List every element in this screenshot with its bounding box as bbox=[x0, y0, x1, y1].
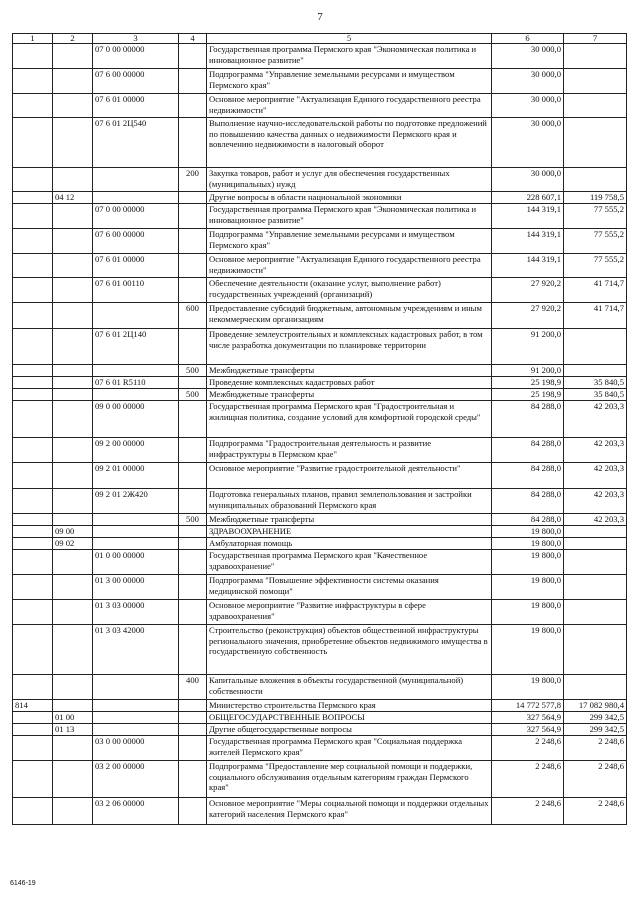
cell-target-code: 07 6 00 00000 bbox=[93, 229, 179, 254]
cell-section-code bbox=[53, 675, 93, 700]
cell-amount-year1: 30 000,0 bbox=[492, 44, 564, 69]
cell-section-code: 01 00 bbox=[53, 712, 93, 724]
cell-section-code bbox=[53, 69, 93, 94]
table-row bbox=[13, 204, 627, 229]
cell-expense-type bbox=[179, 625, 207, 675]
cell-amount-year2: 42 203,3 bbox=[564, 438, 627, 463]
table-row bbox=[13, 329, 627, 365]
cell-ved-code bbox=[13, 204, 53, 229]
table-row bbox=[13, 575, 627, 600]
cell-target-code bbox=[93, 168, 179, 192]
cell-expense-type bbox=[179, 798, 207, 825]
cell-amount-year1: 84 288,0 bbox=[492, 463, 564, 489]
table-row bbox=[13, 700, 627, 712]
cell-section-code: 04 12 bbox=[53, 192, 93, 204]
cell-ved-code bbox=[13, 489, 53, 514]
cell-description: Другие общегосударственные вопросы bbox=[207, 724, 492, 736]
header-row bbox=[13, 34, 627, 44]
cell-target-code bbox=[93, 700, 179, 712]
cell-target-code bbox=[93, 526, 179, 538]
cell-expense-type bbox=[179, 94, 207, 118]
cell-description: Межбюджетные трансферты bbox=[207, 365, 492, 377]
cell-ved-code bbox=[13, 229, 53, 254]
cell-ved-code bbox=[13, 192, 53, 204]
cell-target-code: 07 0 00 00000 bbox=[93, 44, 179, 69]
cell-target-code: 07 6 01 2Ц540 bbox=[93, 118, 179, 168]
table-row bbox=[13, 514, 627, 526]
cell-section-code bbox=[53, 625, 93, 675]
cell-expense-type bbox=[179, 538, 207, 550]
cell-amount-year2: 42 203,3 bbox=[564, 489, 627, 514]
cell-amount-year2: 77 555,2 bbox=[564, 204, 627, 229]
cell-description: Другие вопросы в области национальной экономики bbox=[207, 192, 492, 204]
cell-expense-type bbox=[179, 736, 207, 761]
cell-description: Подпрограмма "Управление земельными ресурсами и имуществом Пермского края" bbox=[207, 229, 492, 254]
cell-section-code bbox=[53, 700, 93, 712]
table-row bbox=[13, 365, 627, 377]
cell-ved-code bbox=[13, 463, 53, 489]
cell-ved-code bbox=[13, 329, 53, 365]
cell-target-code: 07 6 00 00000 bbox=[93, 69, 179, 94]
cell-ved-code bbox=[13, 526, 53, 538]
table-row bbox=[13, 438, 627, 463]
cell-section-code bbox=[53, 118, 93, 168]
cell-amount-year2 bbox=[564, 69, 627, 94]
cell-expense-type bbox=[179, 600, 207, 625]
table-row bbox=[13, 401, 627, 438]
cell-amount-year2 bbox=[564, 575, 627, 600]
cell-target-code bbox=[93, 514, 179, 526]
cell-expense-type bbox=[179, 550, 207, 575]
cell-amount-year1: 84 288,0 bbox=[492, 489, 564, 514]
cell-amount-year1: 2 248,6 bbox=[492, 798, 564, 825]
cell-ved-code bbox=[13, 377, 53, 389]
cell-amount-year1: 144 319,1 bbox=[492, 204, 564, 229]
cell-ved-code bbox=[13, 538, 53, 550]
cell-section-code bbox=[53, 514, 93, 526]
cell-amount-year1: 27 920,2 bbox=[492, 278, 564, 303]
table-row bbox=[13, 526, 627, 538]
cell-amount-year2 bbox=[564, 365, 627, 377]
table-row bbox=[13, 44, 627, 69]
cell-ved-code bbox=[13, 303, 53, 329]
table-row bbox=[13, 463, 627, 489]
cell-target-code: 09 0 00 00000 bbox=[93, 401, 179, 438]
cell-ved-code bbox=[13, 69, 53, 94]
cell-description: Государственная программа Пермского края "Качественное здравоохранение" bbox=[207, 550, 492, 575]
cell-amount-year2 bbox=[564, 550, 627, 575]
cell-amount-year1: 19 800,0 bbox=[492, 625, 564, 675]
cell-amount-year2 bbox=[564, 94, 627, 118]
budget-table bbox=[12, 33, 627, 825]
cell-amount-year1: 19 800,0 bbox=[492, 575, 564, 600]
cell-ved-code bbox=[13, 514, 53, 526]
table-row bbox=[13, 489, 627, 514]
cell-expense-type bbox=[179, 526, 207, 538]
cell-amount-year2: 42 203,3 bbox=[564, 514, 627, 526]
cell-description: Закупка товаров, работ и услуг для обеспечения государственных (муниципальных) нужд bbox=[207, 168, 492, 192]
cell-amount-year2 bbox=[564, 625, 627, 675]
column-header: 3 bbox=[93, 34, 179, 44]
cell-ved-code bbox=[13, 712, 53, 724]
cell-description: Обеспечение деятельности (оказание услуг, выполнение работ) государственных учреждений (организаций) bbox=[207, 278, 492, 303]
cell-section-code bbox=[53, 550, 93, 575]
cell-ved-code bbox=[13, 278, 53, 303]
cell-amount-year2 bbox=[564, 675, 627, 700]
cell-description: Основное мероприятие "Актуализация Единого государственного реестра недвижимости" bbox=[207, 254, 492, 278]
cell-description: Проведение землеустроительных и комплексных кадастровых работ, в том числе разработка документации по планировке территории bbox=[207, 329, 492, 365]
cell-target-code: 07 6 01 2Ц140 bbox=[93, 329, 179, 365]
table-row bbox=[13, 377, 627, 389]
cell-target-code: 07 6 01 00000 bbox=[93, 94, 179, 118]
cell-amount-year1: 14 772 577,8 bbox=[492, 700, 564, 712]
cell-expense-type bbox=[179, 438, 207, 463]
cell-amount-year2: 41 714,7 bbox=[564, 303, 627, 329]
cell-ved-code bbox=[13, 798, 53, 825]
cell-amount-year1: 19 800,0 bbox=[492, 675, 564, 700]
cell-amount-year1: 91 200,0 bbox=[492, 365, 564, 377]
cell-description: Подпрограмма "Предоставление мер социальной помощи и поддержки, социального обслуживания отдельным категориям граждан Пермского края" bbox=[207, 761, 492, 798]
cell-description: Основное мероприятие "Развитие градостроительной деятельности" bbox=[207, 463, 492, 489]
cell-target-code bbox=[93, 538, 179, 550]
table-row bbox=[13, 229, 627, 254]
cell-amount-year2 bbox=[564, 168, 627, 192]
cell-ved-code bbox=[13, 44, 53, 69]
table-row bbox=[13, 798, 627, 825]
cell-description: Основное мероприятие "Актуализация Единого государственного реестра недвижимости" bbox=[207, 94, 492, 118]
cell-amount-year2: 77 555,2 bbox=[564, 254, 627, 278]
cell-target-code bbox=[93, 389, 179, 401]
cell-section-code bbox=[53, 329, 93, 365]
cell-amount-year1: 327 564,9 bbox=[492, 724, 564, 736]
cell-description: Строительство (реконструкция) объектов общественной инфраструктуры регионального значения, приобретение объектов недвижимого имущества в государственную собственность bbox=[207, 625, 492, 675]
cell-amount-year1: 144 319,1 bbox=[492, 229, 564, 254]
cell-expense-type bbox=[179, 278, 207, 303]
table-row bbox=[13, 278, 627, 303]
cell-target-code: 03 2 06 00000 bbox=[93, 798, 179, 825]
column-header: 6 bbox=[492, 34, 564, 44]
cell-target-code bbox=[93, 712, 179, 724]
cell-amount-year1: 19 800,0 bbox=[492, 600, 564, 625]
cell-ved-code bbox=[13, 625, 53, 675]
cell-amount-year2: 42 203,3 bbox=[564, 401, 627, 438]
cell-ved-code bbox=[13, 761, 53, 798]
cell-section-code bbox=[53, 761, 93, 798]
cell-expense-type: 400 bbox=[179, 675, 207, 700]
cell-description: Межбюджетные трансферты bbox=[207, 389, 492, 401]
cell-target-code: 01 0 00 00000 bbox=[93, 550, 179, 575]
cell-section-code bbox=[53, 389, 93, 401]
cell-section-code bbox=[53, 463, 93, 489]
cell-expense-type bbox=[179, 254, 207, 278]
cell-description: Амбулаторная помощь bbox=[207, 538, 492, 550]
cell-target-code: 01 3 03 42000 bbox=[93, 625, 179, 675]
cell-section-code bbox=[53, 377, 93, 389]
cell-target-code bbox=[93, 365, 179, 377]
cell-description: Проведение комплексных кадастровых работ bbox=[207, 377, 492, 389]
cell-expense-type: 500 bbox=[179, 365, 207, 377]
cell-section-code bbox=[53, 736, 93, 761]
column-header: 4 bbox=[179, 34, 207, 44]
cell-expense-type bbox=[179, 575, 207, 600]
cell-amount-year2: 35 840,5 bbox=[564, 377, 627, 389]
cell-ved-code bbox=[13, 365, 53, 377]
cell-section-code bbox=[53, 168, 93, 192]
cell-section-code bbox=[53, 600, 93, 625]
cell-ved-code bbox=[13, 254, 53, 278]
cell-ved-code bbox=[13, 736, 53, 761]
cell-section-code bbox=[53, 303, 93, 329]
cell-expense-type: 200 bbox=[179, 168, 207, 192]
cell-section-code bbox=[53, 254, 93, 278]
footer-code: 6146-19 bbox=[10, 880, 36, 887]
cell-ved-code: 814 bbox=[13, 700, 53, 712]
cell-section-code bbox=[53, 438, 93, 463]
cell-section-code bbox=[53, 575, 93, 600]
cell-description: Государственная программа Пермского края "Экономическая политика и инновационное развитие" bbox=[207, 204, 492, 229]
cell-ved-code bbox=[13, 168, 53, 192]
cell-amount-year1: 30 000,0 bbox=[492, 118, 564, 168]
cell-amount-year2: 35 840,5 bbox=[564, 389, 627, 401]
cell-description: Подпрограмма "Повышение эффективности системы оказания медицинской помощи" bbox=[207, 575, 492, 600]
cell-ved-code bbox=[13, 401, 53, 438]
table-row bbox=[13, 675, 627, 700]
cell-expense-type bbox=[179, 712, 207, 724]
cell-target-code: 01 3 03 00000 bbox=[93, 600, 179, 625]
cell-target-code: 09 2 00 00000 bbox=[93, 438, 179, 463]
cell-section-code bbox=[53, 278, 93, 303]
cell-amount-year1: 30 000,0 bbox=[492, 69, 564, 94]
cell-description: ОБЩЕГОСУДАРСТВЕННЫЕ ВОПРОСЫ bbox=[207, 712, 492, 724]
cell-amount-year1: 25 198,9 bbox=[492, 377, 564, 389]
cell-amount-year2: 41 714,7 bbox=[564, 278, 627, 303]
cell-amount-year2: 42 203,3 bbox=[564, 463, 627, 489]
cell-expense-type bbox=[179, 329, 207, 365]
cell-ved-code bbox=[13, 118, 53, 168]
table-row bbox=[13, 94, 627, 118]
cell-expense-type bbox=[179, 192, 207, 204]
table-row bbox=[13, 389, 627, 401]
table-row bbox=[13, 625, 627, 675]
cell-section-code bbox=[53, 365, 93, 377]
cell-ved-code bbox=[13, 438, 53, 463]
cell-section-code bbox=[53, 204, 93, 229]
cell-description: Подпрограмма "Градостроительная деятельность и развитие инфраструктуры в Пермском крае" bbox=[207, 438, 492, 463]
cell-expense-type: 500 bbox=[179, 514, 207, 526]
column-header: 2 bbox=[53, 34, 93, 44]
cell-amount-year1: 84 288,0 bbox=[492, 514, 564, 526]
cell-expense-type bbox=[179, 204, 207, 229]
cell-amount-year1: 25 198,9 bbox=[492, 389, 564, 401]
cell-ved-code bbox=[13, 724, 53, 736]
cell-section-code bbox=[53, 94, 93, 118]
cell-section-code: 09 00 bbox=[53, 526, 93, 538]
table-row bbox=[13, 168, 627, 192]
cell-description: Выполнение научно-исследовательской работы по подготовке предложений по повышению качества данных о недвижимости Пермского края и вовлечению недвижимости в налоговый оборот bbox=[207, 118, 492, 168]
cell-amount-year1: 91 200,0 bbox=[492, 329, 564, 365]
cell-expense-type bbox=[179, 700, 207, 712]
table-row bbox=[13, 724, 627, 736]
table-row bbox=[13, 303, 627, 329]
table-row bbox=[13, 712, 627, 724]
cell-section-code bbox=[53, 489, 93, 514]
cell-amount-year2 bbox=[564, 44, 627, 69]
cell-ved-code bbox=[13, 550, 53, 575]
cell-amount-year1: 19 800,0 bbox=[492, 526, 564, 538]
cell-description: Межбюджетные трансферты bbox=[207, 514, 492, 526]
cell-description: Основное мероприятие "Меры социальной помощи и поддержки отдельных категорий населения Пермского края" bbox=[207, 798, 492, 825]
column-header: 7 bbox=[564, 34, 627, 44]
cell-amount-year1: 27 920,2 bbox=[492, 303, 564, 329]
cell-section-code: 09 02 bbox=[53, 538, 93, 550]
cell-amount-year2: 17 082 980,4 bbox=[564, 700, 627, 712]
cell-target-code: 09 2 01 2Ж420 bbox=[93, 489, 179, 514]
table-row bbox=[13, 736, 627, 761]
cell-description: ЗДРАВООХРАНЕНИЕ bbox=[207, 526, 492, 538]
cell-amount-year2 bbox=[564, 118, 627, 168]
cell-expense-type bbox=[179, 724, 207, 736]
cell-amount-year2: 119 758,5 bbox=[564, 192, 627, 204]
cell-section-code: 01 13 bbox=[53, 724, 93, 736]
table-row bbox=[13, 254, 627, 278]
cell-expense-type bbox=[179, 463, 207, 489]
cell-expense-type bbox=[179, 401, 207, 438]
cell-amount-year1: 144 319,1 bbox=[492, 254, 564, 278]
cell-amount-year2 bbox=[564, 600, 627, 625]
cell-amount-year1: 19 800,0 bbox=[492, 538, 564, 550]
cell-amount-year1: 84 288,0 bbox=[492, 438, 564, 463]
cell-target-code bbox=[93, 675, 179, 700]
cell-amount-year1: 2 248,6 bbox=[492, 736, 564, 761]
cell-description: Предоставление субсидий бюджетным, автономным учреждениям и иным некоммерческим организациям bbox=[207, 303, 492, 329]
cell-ved-code bbox=[13, 600, 53, 625]
cell-amount-year2: 2 248,6 bbox=[564, 798, 627, 825]
cell-description: Государственная программа Пермского края "Экономическая политика и инновационное развитие" bbox=[207, 44, 492, 69]
cell-expense-type bbox=[179, 44, 207, 69]
cell-description: Основное мероприятие "Развитие инфраструктуры в сфере здравоохранения" bbox=[207, 600, 492, 625]
cell-target-code: 09 2 01 00000 bbox=[93, 463, 179, 489]
cell-amount-year1: 84 288,0 bbox=[492, 401, 564, 438]
cell-description: Министерство строительства Пермского края bbox=[207, 700, 492, 712]
cell-amount-year2 bbox=[564, 329, 627, 365]
cell-amount-year1: 228 607,1 bbox=[492, 192, 564, 204]
cell-description: Подготовка генеральных планов, правил землепользования и застройки муниципальных образований Пермского края bbox=[207, 489, 492, 514]
cell-section-code bbox=[53, 229, 93, 254]
cell-amount-year2: 299 342,5 bbox=[564, 724, 627, 736]
cell-target-code: 03 2 00 00000 bbox=[93, 761, 179, 798]
cell-amount-year1: 30 000,0 bbox=[492, 168, 564, 192]
cell-target-code: 07 6 01 R5110 bbox=[93, 377, 179, 389]
cell-expense-type bbox=[179, 69, 207, 94]
cell-amount-year2: 77 555,2 bbox=[564, 229, 627, 254]
table-row bbox=[13, 69, 627, 94]
cell-description: Подпрограмма "Управление земельными ресурсами и имуществом Пермского края" bbox=[207, 69, 492, 94]
cell-expense-type bbox=[179, 377, 207, 389]
cell-amount-year1: 327 564,9 bbox=[492, 712, 564, 724]
cell-target-code bbox=[93, 192, 179, 204]
cell-section-code bbox=[53, 401, 93, 438]
table-row bbox=[13, 118, 627, 168]
cell-ved-code bbox=[13, 675, 53, 700]
cell-section-code bbox=[53, 44, 93, 69]
cell-amount-year2 bbox=[564, 526, 627, 538]
cell-section-code bbox=[53, 798, 93, 825]
cell-expense-type bbox=[179, 229, 207, 254]
cell-amount-year1: 2 248,6 bbox=[492, 761, 564, 798]
page-number: 7 bbox=[317, 11, 323, 23]
cell-target-code: 07 6 01 00110 bbox=[93, 278, 179, 303]
cell-expense-type bbox=[179, 761, 207, 798]
cell-target-code bbox=[93, 303, 179, 329]
table-row bbox=[13, 761, 627, 798]
cell-ved-code bbox=[13, 575, 53, 600]
cell-target-code: 07 0 00 00000 bbox=[93, 204, 179, 229]
cell-target-code: 01 3 00 00000 bbox=[93, 575, 179, 600]
cell-expense-type: 600 bbox=[179, 303, 207, 329]
cell-description: Капитальные вложения в объекты государственной (муниципальной) собственности bbox=[207, 675, 492, 700]
cell-expense-type: 500 bbox=[179, 389, 207, 401]
column-header: 5 bbox=[207, 34, 492, 44]
cell-target-code: 07 6 01 00000 bbox=[93, 254, 179, 278]
cell-amount-year2: 2 248,6 bbox=[564, 736, 627, 761]
cell-amount-year1: 19 800,0 bbox=[492, 550, 564, 575]
table-row bbox=[13, 538, 627, 550]
cell-expense-type bbox=[179, 489, 207, 514]
cell-target-code bbox=[93, 724, 179, 736]
table-row bbox=[13, 600, 627, 625]
cell-description: Государственная программа Пермского края "Градостроительная и жилищная политика, создание условий для комфортной городской среды" bbox=[207, 401, 492, 438]
cell-ved-code bbox=[13, 389, 53, 401]
table-row bbox=[13, 192, 627, 204]
cell-description: Государственная программа Пермского края "Социальная поддержка жителей Пермского края" bbox=[207, 736, 492, 761]
cell-amount-year2 bbox=[564, 538, 627, 550]
column-header: 1 bbox=[13, 34, 53, 44]
cell-ved-code bbox=[13, 94, 53, 118]
table-row bbox=[13, 550, 627, 575]
cell-amount-year2: 2 248,6 bbox=[564, 761, 627, 798]
cell-expense-type bbox=[179, 118, 207, 168]
cell-amount-year1: 30 000,0 bbox=[492, 94, 564, 118]
cell-amount-year2: 299 342,5 bbox=[564, 712, 627, 724]
cell-target-code: 03 0 00 00000 bbox=[93, 736, 179, 761]
